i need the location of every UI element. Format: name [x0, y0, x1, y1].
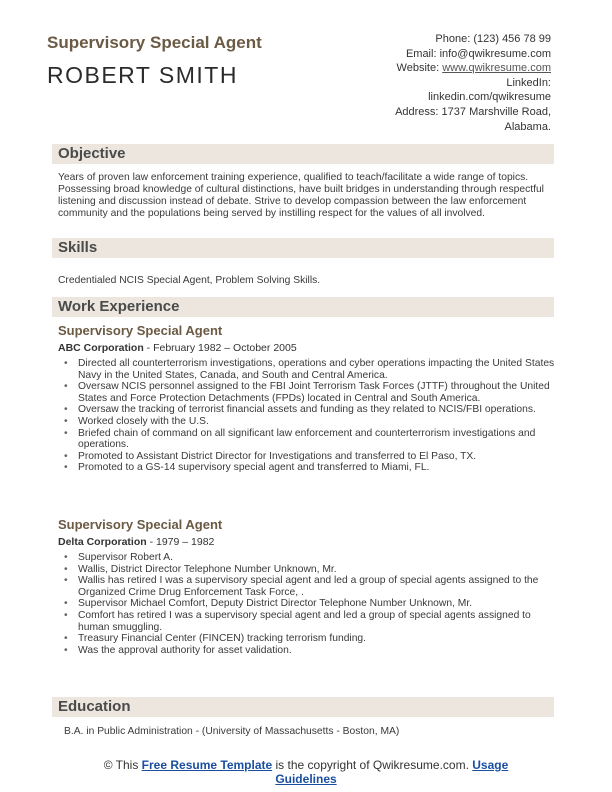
- job-2-company: Delta Corporation - 1979 – 1982: [58, 536, 215, 548]
- job-2-title: Supervisory Special Agent: [58, 517, 223, 532]
- skills-heading: Skills: [58, 239, 98, 256]
- job-1-title: Supervisory Special Agent: [58, 323, 223, 338]
- education-heading: Education: [58, 698, 131, 715]
- list-item: • Directed all counterterrorism investigations, operations and cyber operations impacting the United States Navy in the United States, Canada, and South and Central America.: [58, 358, 556, 381]
- work-section-bar: [52, 297, 554, 317]
- objective-section-bar: [52, 144, 554, 164]
- header-job-title: Supervisory Special Agent: [47, 33, 262, 52]
- contact-block: [291, 32, 551, 134]
- job-1-company: ABC Corporation - February 1982 – October 2005: [58, 342, 297, 354]
- list-item: • Wallis, District Director Telephone Number Unknown, Mr.: [58, 564, 556, 576]
- objective-text: Years of proven law enforcement training experience, qualified to teach/facilitate a wide range of topics. Possessing broad knowledge of cultural distinctions, have built bridges in understanding through respectful listening and discussion instead of debate. Strive to develop compassion between the law enforcement community and the populations being served by instilling respect for the values of all involved.: [58, 172, 544, 219]
- education-section-bar: [52, 697, 554, 717]
- contact-phone: Phone: (123) 456 78 99: [435, 33, 551, 45]
- work-heading: Work Experience: [58, 298, 180, 315]
- contact-linkedin-label: LinkedIn:: [506, 76, 551, 89]
- objective-heading: Objective: [58, 145, 126, 162]
- list-item: • Wallis has retired I was a supervisory special agent and led a group of special agents assigned to the Organized Crime Drug Enforcement Task Force, .: [58, 575, 556, 598]
- list-item: • Comfort has retired I was a supervisory special agent and led a group of special agents assigned to human smuggling.: [58, 610, 556, 633]
- candidate-name: ROBERT SMITH: [47, 62, 238, 88]
- job-2-bullets: [58, 552, 556, 656]
- list-item: • Worked closely with the U.S.: [58, 416, 556, 428]
- contact-address-line2: Alabama.: [504, 120, 551, 133]
- skills-section-bar: [52, 238, 554, 258]
- list-item: • Promoted to Assistant District Director for Investigations and transferred to El Paso, TX.: [58, 451, 556, 463]
- job-1-bullets: [58, 358, 556, 474]
- usage-guidelines-link-part1[interactable]: Usage: [472, 758, 509, 772]
- skills-text: Credentialed NCIS Special Agent, Problem Solving Skills.: [58, 275, 321, 286]
- contact-address: Address: 1737 Marshville Road,: [395, 105, 551, 118]
- list-item: • Promoted to a GS-14 supervisory special agent and transferred to Miami, FL.: [58, 462, 556, 474]
- free-resume-template-link[interactable]: Free Resume Template: [141, 758, 273, 772]
- list-item: • Treasury Financial Center (FINCEN) tracking terrorism funding.: [58, 633, 556, 645]
- contact-linkedin: linkedin.com/qwikresume: [428, 91, 551, 104]
- footer: © This Free Resume Template is the copyright of Qwikresume.com. Usage Guidelines: [103, 758, 509, 786]
- website-link[interactable]: www.qwikresume.com: [442, 62, 551, 75]
- list-item: • Oversaw the tracking of terrorist financial assets and funding as they related to NCIS/FBI operations.: [58, 404, 556, 416]
- usage-guidelines-link-part2[interactable]: Guidelines: [275, 772, 337, 786]
- list-item: • Was the approval authority for asset validation.: [58, 645, 556, 657]
- contact-email: Email: info@qwikresume.com: [405, 47, 551, 60]
- list-item: • Briefed chain of command on all significant law enforcement and counterterrorism investigations and operations.: [58, 428, 556, 451]
- contact-website: Website: www.qwikresume.com: [396, 62, 551, 75]
- list-item: • Supervisor Robert A.: [58, 552, 556, 564]
- list-item: • Supervisor Michael Comfort, Deputy District Director Telephone Number Unknown, Mr.: [58, 598, 556, 610]
- education-text: B.A. in Public Administration - (University of Massachusetts - Boston, MA): [64, 726, 400, 737]
- list-item: • Oversaw NCIS personnel assigned to the FBI Joint Terrorism Task Forces (JTTF) throughout the United States and Force Protection Detachments (FPDs) located in Central and South America.: [58, 381, 556, 404]
